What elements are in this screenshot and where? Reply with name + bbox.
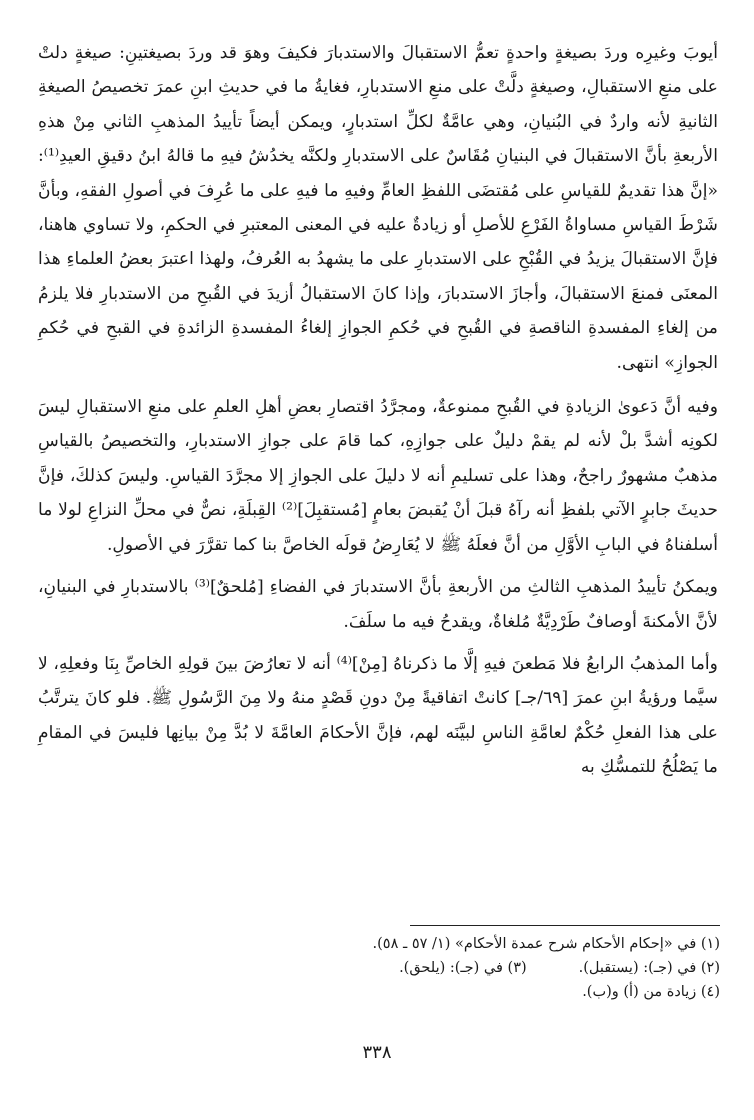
main-text xyxy=(38,36,718,793)
paragraph-2: وفيه أنَّ دَعوىٰ الزيادةِ في القُبحِ ممنوعةٌ، ومجرَّدُ اقتصارِ بعضِ أهلِ العلمِ على منعِ الاستقبالِ ليسَ لكونِه أشدَّ بلْ لأنه لم يقمْ دليلٌ على جوازِهِ، كما قامَ على جوازِ الاستدبارِ، والتخصيصُ بالقياسِ مذهبٌ مشهورٌ راجحٌ، وهذا على تسليمِ أنه لا دليلَ على الجوازِ إلا مجرَّدَ القياسِ. وليسَ كذلكَ، فإنَّ حديثَ جابرٍ الآتي بلفظِ أنه رآهُ قبلَ أنْ يُقبضَ بعامٍ [مُستقبِلَ]⁽²⁾ القِبلَةِ، نصٌّ في محلِّ النزاعِ لولا ما أسلفناهُ في البابِ الأوَّلِ من أنَّ فعلَهُ ﷺ لا يُعَارِضُ قولَه الخاصَّ بنا كما تقرَّرَ في الأصولِ. xyxy=(38,397,718,555)
footnote-4: (٤) زيادة من (أ) و(ب). xyxy=(582,984,720,1000)
footnote-2: (٢) في (جـ): (يستقبل). xyxy=(578,960,720,976)
paragraph-3: ويمكنُ تأييدُ المذهبِ الثالثِ من الأربعةِ بأنَّ الاستدبارَ في الفضاءِ [مُلحقٌ]⁽³⁾ بالاستدبارِ في البنيانِ، لأنَّ الأمكنةَ أوصافٌ طَرْدِيَّةٌ مُلغاةٌ، ويقدحُ فيه ما سلَفَ. xyxy=(38,577,718,632)
paragraph-1: أيوبَ وغيرِه وردَ بصيغةٍ واحدةٍ تعمُّ الاستقبالَ والاستدبارَ فكيفَ وهوَ قد وردَ بصيغتينِ: صيغةٍ دلتْ على منعِ الاستقبالِ، وصيغةٍ دلَّتْ على منعِ الاستدبارِ، فغايةُ ما في حديثِ ابنِ عمرَ تخصيصُ الصيغةِ الثانيةِ لأنه واردٌ في البُنيانِ، وهي عامَّةٌ لكلِّ استدبارٍ، ويمكن أيضاً تأييدُ المذهبِ الثاني مِنْ هذهِ الأربعةِ بأنَّ الاستقبالَ في البنيانِ مُقَاسٌ على الاستدبارِ ولكنَّه يخدُشُ فيهِ ما قالهُ ابنُ دقيقِ العيدِ⁽¹⁾: «إنَّ هذا تقديمٌ للقياسِ على مُقتضَى اللفظِ العامِّ وفيهِ ما فيهِ على ما عُرِفَ في أصولِ الفقهِ، وبأنَّ شَرْطَ القياسِ مساواةُ الفَرْعِ للأصلِ أو زيادةٌ عليه في المعنى المعتبرِ في الحكمِ، ولا تساوي هاهنا، فإنَّ الاستقبالَ يزيدُ في القُبْحِ على الاستدبارِ على ما يشهدُ به العُرفُ، ولهذا اعتبرَ بعضُ العلماءِ هذا المعنَى فمنعَ الاستقبالَ، وأجازَ الاستدبارَ، وإذا كانَ الاستقبالُ أزيدَ في القُبحِ من الاستدبارِ فلا يلزمُ من إلغاءِ المفسدةِ الناقصةِ في القُبحِ في حُكمِ الجوازِ إلغاءُ المفسدةِ الزائدةِ في القبحِ في حُكمِ الجوازِ» انتهى. xyxy=(38,43,718,373)
page-number: ٣٣٨ xyxy=(362,1042,392,1063)
footnotes xyxy=(150,932,720,1004)
footnote-1: (١) في «إحكام الأحكام شرح عمدة الأحكام» (١/ ٥٧ ـ ٥٨). xyxy=(372,936,720,952)
footnote-3: (٣) في (جـ): (يلحق). xyxy=(399,960,527,976)
paragraph-4: وأما المذهبُ الرابعُ فلا مَطعنَ فيهِ إلَّا ما ذكرناهُ [مِنْ]⁽⁴⁾ أنه لا تعارُضَ بينَ قولِهِ الخاصِّ بِنَا وفعلِهِ، لا سيَّما ورؤيةُ ابنِ عمرَ [٦٩/جـ] كانتْ اتفاقيةً مِنْ دونِ قَصْدٍ منهُ ولا مِنَ الرَّسُولِ ﷺ. فلو كانَ يترتَّبُ على هذا الفعلِ حُكْمٌ لعامَّةِ الناسِ لبيَّنَه لهم، فإنَّ الأحكامَ العامَّةَ لا بُدَّ مِنْ بيانِها فليسَ في المقامِ ما يَصْلُحُ للتمسُّكِ به xyxy=(38,653,718,778)
footnote-row-2-3 xyxy=(150,956,720,980)
footnote-divider xyxy=(410,925,720,926)
